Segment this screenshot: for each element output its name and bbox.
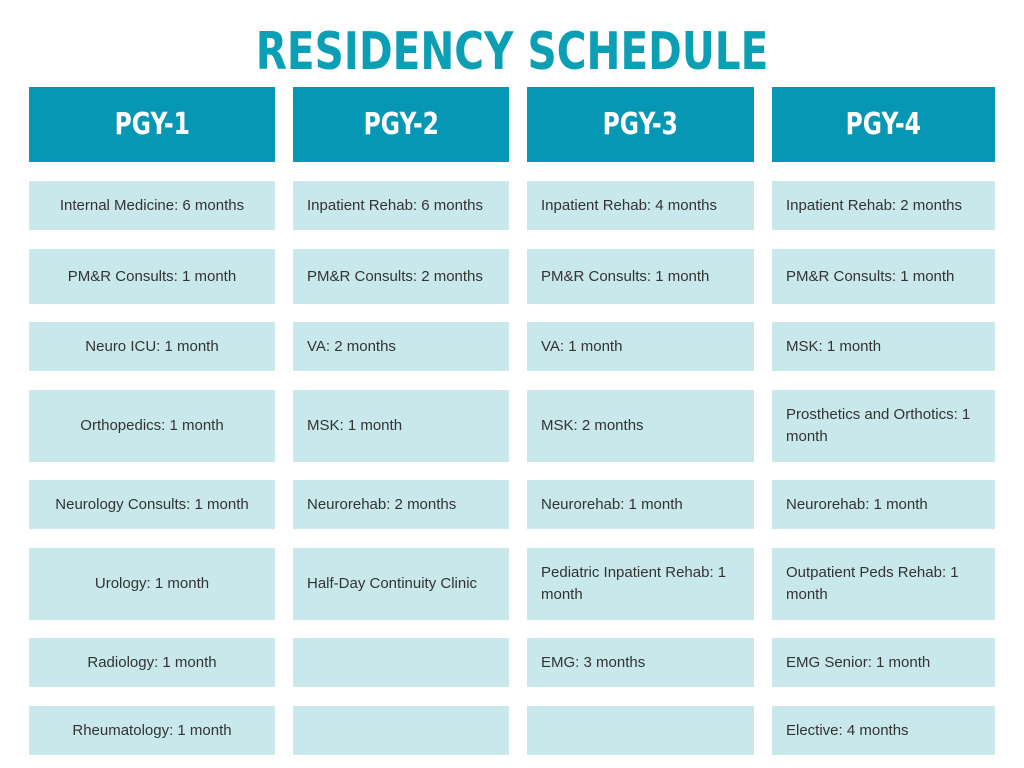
column-header: [772, 87, 995, 162]
schedule-cell: Inpatient Rehab: 6 months: [293, 181, 509, 230]
schedule-cell: PM&R Consults: 2 months: [293, 249, 509, 304]
schedule-cell: EMG: 3 months: [527, 638, 754, 687]
column-header: [527, 87, 754, 162]
schedule-cell: Urology: 1 month: [29, 548, 275, 620]
schedule-cell: VA: 1 month: [527, 322, 754, 371]
column-header-label: PGY-2: [363, 107, 439, 142]
schedule-cell: Internal Medicine: 6 months: [29, 181, 275, 230]
column-header: [293, 87, 509, 162]
schedule-cell: Rheumatology: 1 month: [29, 706, 275, 755]
schedule-cell: Neurology Consults: 1 month: [29, 480, 275, 529]
schedule-cell-empty: [293, 706, 509, 755]
schedule-cell: MSK: 1 month: [293, 390, 509, 462]
schedule-cell: Pediatric Inpatient Rehab: 1 month: [527, 548, 754, 620]
schedule-cell-empty: [527, 706, 754, 755]
schedule-cell: Prosthetics and Orthotics: 1 month: [772, 390, 995, 462]
schedule-cell: Inpatient Rehab: 4 months: [527, 181, 754, 230]
schedule-cell: Outpatient Peds Rehab: 1 month: [772, 548, 995, 620]
column-header-label: PGY-1: [114, 107, 190, 142]
column-header: [29, 87, 275, 162]
schedule-cell: Neurorehab: 2 months: [293, 480, 509, 529]
column-header-label: PGY-3: [602, 107, 679, 142]
schedule-cell: Neurorehab: 1 month: [527, 480, 754, 529]
schedule-cell: Orthopedics: 1 month: [29, 390, 275, 462]
schedule-cell: VA: 2 months: [293, 322, 509, 371]
schedule-cell: PM&R Consults: 1 month: [527, 249, 754, 304]
schedule-cell: Neurorehab: 1 month: [772, 480, 995, 529]
schedule-cell: MSK: 2 months: [527, 390, 754, 462]
schedule-cell: Elective: 4 months: [772, 706, 995, 755]
schedule-cell: MSK: 1 month: [772, 322, 995, 371]
schedule-cell-empty: [293, 638, 509, 687]
schedule-cell: Neuro ICU: 1 month: [29, 322, 275, 371]
column-header-label: PGY-4: [845, 107, 922, 142]
page-title: RESIDENCY SCHEDULE: [255, 22, 769, 82]
schedule-cell: EMG Senior: 1 month: [772, 638, 995, 687]
schedule-cell: Half-Day Continuity Clinic: [293, 548, 509, 620]
schedule-cell: PM&R Consults: 1 month: [29, 249, 275, 304]
schedule-cell: Radiology: 1 month: [29, 638, 275, 687]
schedule-cell: PM&R Consults: 1 month: [772, 249, 995, 304]
schedule-cell: Inpatient Rehab: 2 months: [772, 181, 995, 230]
